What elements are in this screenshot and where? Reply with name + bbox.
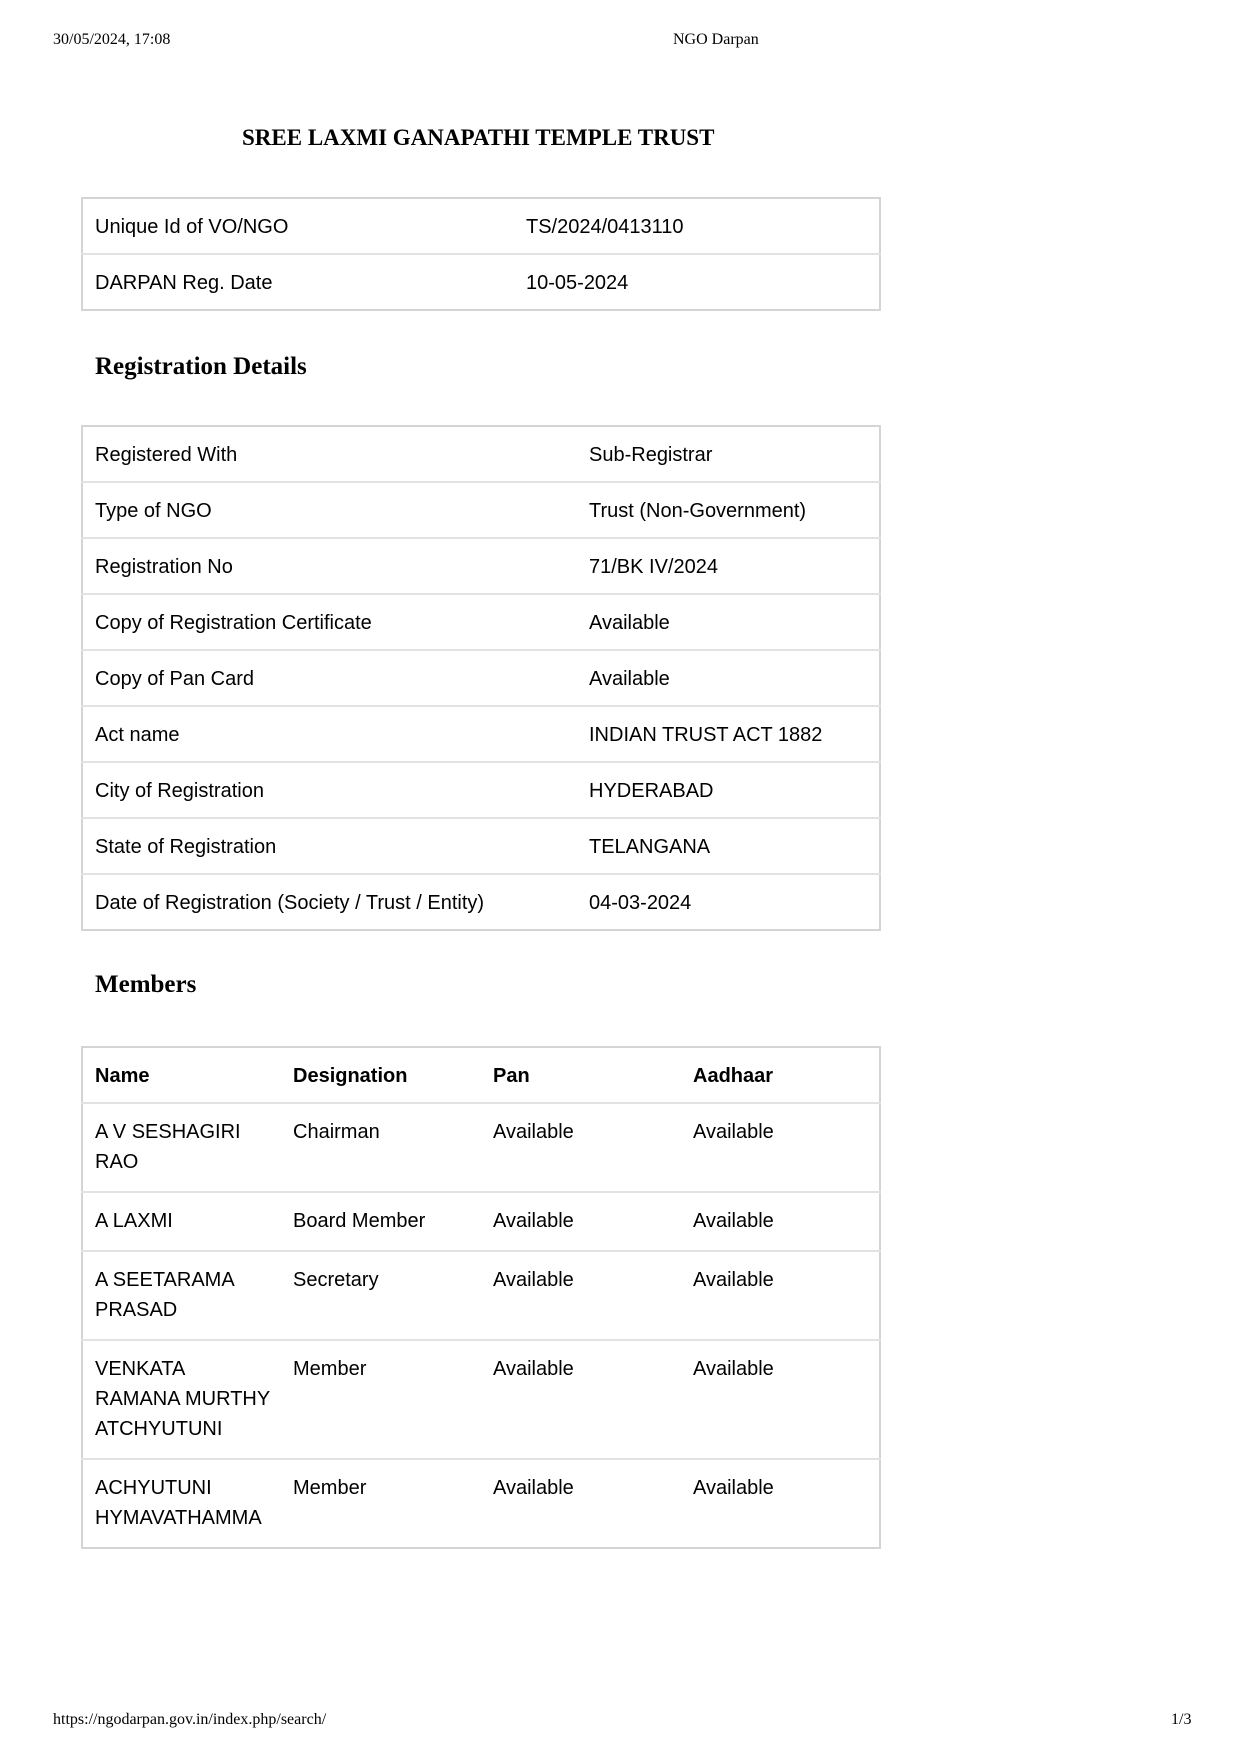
member-name: A SEETARAMA PRASAD (82, 1251, 281, 1340)
member-aadhaar: Available (681, 1340, 880, 1459)
table-row (82, 818, 880, 874)
print-datetime: 30/05/2024, 17:08 (53, 31, 171, 48)
member-designation: Member (281, 1459, 481, 1548)
ngo-type-label: Type of NGO (82, 482, 577, 538)
column-header-designation: Designation (293, 1065, 408, 1087)
member-pan: Available (481, 1251, 681, 1340)
table-row (82, 706, 880, 762)
table-row (82, 482, 880, 538)
page-url-link[interactable]: https://ngodarpan.gov.in/index.php/search/ (53, 1711, 327, 1728)
table-row (82, 1459, 880, 1548)
table-row (82, 1103, 880, 1192)
registered-with-label: Registered With (95, 444, 238, 466)
pan-card-value: Available (577, 650, 880, 706)
member-designation: Secretary (281, 1251, 481, 1340)
registration-date-value: 04-03-2024 (577, 874, 880, 930)
page-number: 1/3 (1171, 1711, 1192, 1728)
unique-id-value: TS/2024/0413110 (526, 216, 684, 238)
city-value: HYDERABAD (577, 762, 880, 818)
members-table (81, 1046, 881, 1549)
members-heading: Members (95, 971, 197, 998)
identity-table (81, 197, 881, 311)
print-site-title: NGO Darpan (673, 31, 759, 48)
member-pan: Available (481, 1459, 681, 1548)
table-row (82, 538, 880, 594)
state-value: TELANGANA (577, 818, 880, 874)
column-header-pan: Pan (493, 1065, 530, 1087)
registration-heading: Registration Details (95, 353, 307, 380)
table-row (82, 650, 880, 706)
table-row (82, 594, 880, 650)
table-row (82, 1192, 880, 1251)
member-aadhaar: Available (681, 1251, 880, 1340)
organization-name: SREE LAXMI GANAPATHI TEMPLE TRUST (242, 125, 715, 150)
table-row (82, 198, 880, 254)
table-row (82, 762, 880, 818)
unique-id-label: Unique Id of VO/NGO (95, 216, 289, 238)
darpan-reg-date-label: DARPAN Reg. Date (82, 254, 514, 310)
registration-no-value: 71/BK IV/2024 (577, 538, 880, 594)
state-label: State of Registration (82, 818, 577, 874)
member-name: ACHYUTUNI HYMAVATHAMMA (82, 1459, 281, 1548)
member-designation: Member (281, 1340, 481, 1459)
table-header-row (82, 1047, 880, 1103)
member-pan: Available (481, 1192, 681, 1251)
member-designation: Chairman (281, 1103, 481, 1192)
darpan-reg-date-value: 10-05-2024 (514, 254, 880, 310)
member-aadhaar: Available (681, 1192, 880, 1251)
member-pan: Available (481, 1340, 681, 1459)
table-row (82, 1251, 880, 1340)
table-row (82, 426, 880, 482)
city-label: City of Registration (82, 762, 577, 818)
member-name: A LAXMI (82, 1192, 281, 1251)
act-name-label: Act name (82, 706, 577, 762)
registration-certificate-value: Available (577, 594, 880, 650)
registration-date-label: Date of Registration (Society / Trust / Entity) (82, 874, 577, 930)
column-header-aadhaar: Aadhaar (693, 1065, 774, 1087)
member-name: A V SESHAGIRI RAO (82, 1103, 281, 1192)
pan-card-label: Copy of Pan Card (82, 650, 577, 706)
registration-certificate-label: Copy of Registration Certificate (82, 594, 577, 650)
table-row (82, 254, 880, 310)
table-row (82, 1340, 880, 1459)
member-name: VENKATA RAMANA MURTHY ATCHYUTUNI (82, 1340, 281, 1459)
table-row (82, 874, 880, 930)
member-aadhaar: Available (681, 1103, 880, 1192)
registration-table (81, 425, 881, 931)
ngo-type-value: Trust (Non-Government) (577, 482, 880, 538)
member-pan: Available (481, 1103, 681, 1192)
member-aadhaar: Available (681, 1459, 880, 1548)
registered-with-value: Sub-Registrar (589, 444, 713, 466)
member-designation: Board Member (281, 1192, 481, 1251)
column-header-name: Name (95, 1065, 150, 1087)
act-name-value: INDIAN TRUST ACT 1882 (577, 706, 880, 762)
registration-no-label: Registration No (82, 538, 577, 594)
